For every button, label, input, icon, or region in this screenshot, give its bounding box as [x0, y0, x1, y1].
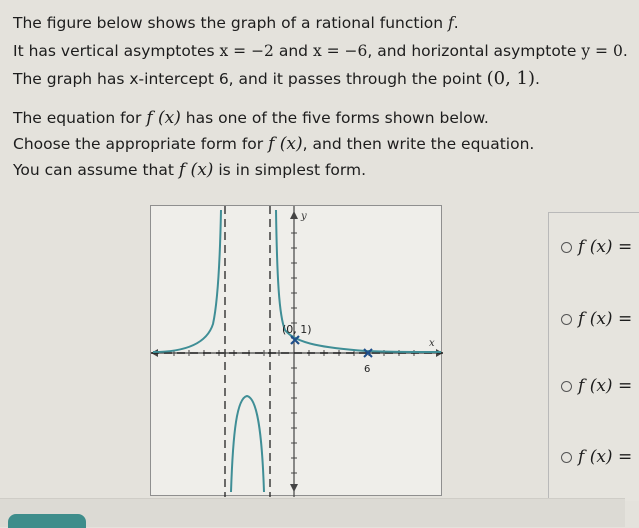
prompt-line-1	[13, 14, 459, 32]
math-expression: f (x)	[146, 108, 181, 128]
prompt-text: Choose the appropriate form for	[13, 135, 269, 153]
prompt-text: , and horizontal asymptote	[367, 42, 582, 60]
choice-label: f (x) =	[578, 309, 633, 329]
prompt-line-3	[13, 68, 540, 89]
prompt-text: has one of the five forms shown below.	[180, 109, 489, 127]
prompt-line-5	[13, 134, 534, 154]
prompt-text: It has vertical asymptotes	[13, 42, 220, 60]
prompt-text: You can assume that	[13, 161, 179, 179]
action-button[interactable]	[8, 514, 86, 528]
prompt-text: is in simplest form.	[213, 161, 367, 179]
math-expression: f (x)	[178, 160, 214, 180]
prompt-text: and	[273, 42, 313, 60]
function-curves	[153, 210, 441, 492]
radio-button-icon[interactable]	[561, 452, 572, 463]
radio-button-icon[interactable]	[561, 381, 572, 392]
prompt-text: .	[453, 14, 459, 32]
graph-svg	[151, 206, 443, 497]
answer-choices-panel	[548, 212, 639, 501]
math-expression: x = −6	[312, 42, 368, 60]
math-expression: (0, 1)	[486, 68, 536, 89]
prompt-text: .	[622, 42, 628, 60]
y-axis-label: y	[301, 211, 307, 222]
choice-label: f (x) =	[578, 376, 633, 396]
choice-option-3[interactable]	[561, 376, 632, 396]
radio-button-icon[interactable]	[561, 242, 572, 253]
prompt-text: The graph has x-intercept 6, and it passes through the point	[13, 70, 487, 88]
prompt-text: .	[535, 70, 540, 88]
y-axis-down-arrow	[290, 484, 298, 492]
bottom-toolbar	[0, 498, 625, 527]
y-axis-up-arrow	[290, 211, 298, 219]
prompt-line-2	[13, 42, 628, 60]
prompt-text: The figure below shows the graph of a rational function	[13, 14, 448, 32]
choice-option-1[interactable]	[561, 237, 632, 257]
prompt-line-6	[13, 160, 366, 180]
math-expression: y = 0	[581, 42, 623, 60]
radio-button-icon[interactable]	[561, 314, 572, 325]
x-intercept-label: 6	[364, 364, 371, 375]
function-name: f	[448, 14, 454, 32]
prompt-line-4	[13, 108, 489, 128]
curve-middle-branch	[231, 396, 264, 492]
rational-function-graph	[150, 205, 442, 496]
prompt-text: , and then write the equation.	[302, 135, 535, 153]
math-expression: x = −2	[219, 42, 274, 60]
point-label: (0, 1)	[282, 323, 312, 336]
prompt-text: The equation for	[13, 109, 147, 127]
curve-left-branch	[153, 210, 221, 352]
choice-option-4[interactable]	[561, 447, 632, 467]
choice-label: f (x) =	[578, 237, 633, 257]
choice-option-2[interactable]	[561, 309, 632, 329]
choice-label: f (x) =	[578, 447, 633, 467]
math-expression: f (x)	[268, 134, 303, 154]
x-axis-label: x	[429, 338, 435, 349]
